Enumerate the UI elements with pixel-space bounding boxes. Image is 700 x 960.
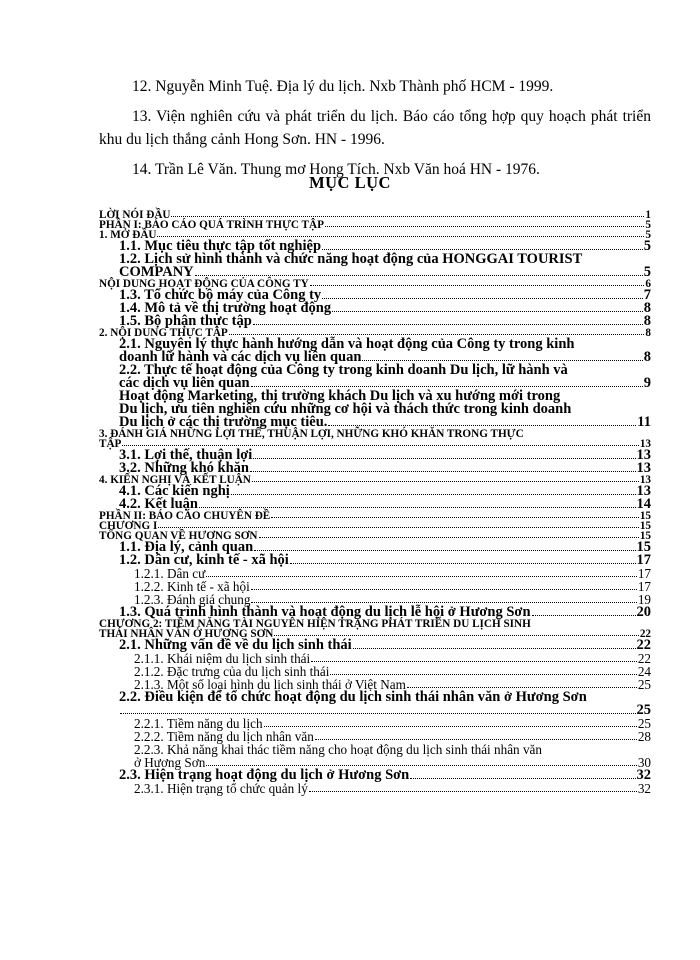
toc-page-number: 13 [636,447,651,463]
toc-entry-text: 2.2. Điều kiện để tổ chức hoạt động du lịch sinh thái nhân văn ở Hương Sơn [119,689,587,705]
toc-dot-leader [157,236,644,237]
toc-page-number: 15 [636,539,651,555]
toc-entry-text: các dịch vụ liên quan [119,375,250,391]
toc-dot-leader [322,249,643,250]
toc-entry-text: 1.2. Dân cư, kinh tế - xã hội [119,552,289,568]
toc-dot-leader [325,226,644,227]
toc-entry-text: 1.2.3. Đánh giá chung [134,592,251,607]
toc-dot-leader [251,602,636,603]
toc-dot-leader [309,791,637,792]
toc-entry-text: THÁI NHÂN VĂN Ở HƯƠNG SƠN [99,628,274,640]
toc-page-number: 11 [637,414,651,430]
toc-dot-leader [254,550,635,551]
toc-entry-text: LỜI NÓI ĐẦU [99,209,171,221]
toc-page-number: 22 [637,651,651,666]
toc-page-number: 22 [639,628,651,640]
toc-dot-leader [199,507,636,508]
toc-dot-leader [353,648,636,649]
toc-dot-leader [195,275,643,276]
toc-page-number: 8 [643,349,651,365]
toc-dot-leader [274,635,638,636]
toc-entry-text: CHƯƠNG I [99,520,158,532]
toc-entry[interactable] [99,511,651,521]
toc-dot-leader [330,674,636,675]
toc-page-number: 13 [639,474,651,486]
toc-entry[interactable] [99,338,651,364]
toc-page-number: 8 [643,313,651,329]
toc-entry-text: Du lịch, ưu tiên nghiên cứu những cơ hội và thách thức trong kinh doanh [119,401,572,417]
toc-page-number: 5 [645,219,651,231]
toc-dot-leader [253,324,643,325]
toc-entry-text: Hoạt động Marketing, thị trường khách Du lịch và xu hướng mới trong [119,388,561,404]
toc-entry-text: 1.4. Mô tả về thị trường hoạt động [119,300,332,316]
toc-page-number: 15 [639,530,651,542]
toc-dot-leader [259,537,639,538]
toc-page-number: 15 [639,520,651,532]
toc-entry-text: 2.1. Những vấn đề về du lịch sinh thái [119,637,352,653]
toc-title: MỤC LỤC [309,173,391,192]
toc-page-number: 25 [637,677,651,692]
toc-page-number: 25 [637,716,651,731]
toc-dot-leader [407,687,637,688]
toc-dot-leader [251,386,643,387]
toc-page-number: 5 [645,229,651,241]
toc-dot-leader [206,765,637,766]
toc-entry-text: PHẦN I: BÁO CÁO QUÁ TRÌNH THỰC TẬP [99,219,324,231]
toc-entry[interactable] [99,220,651,230]
toc-page-number: 13 [636,483,651,499]
toc-dot-leader [171,216,644,217]
toc-page-number: 5 [643,264,651,280]
toc-dot-leader [332,311,643,312]
toc-page-number: 17 [636,552,651,568]
toc-entry[interactable] [99,691,651,717]
toc-entry-text: 2.1.1. Khái niệm du lịch sinh thái [134,651,311,666]
reference-item: 12. Nguyễn Minh Tuệ. Địa lý du lịch. Nxb Thành phố HCM - 1999. [132,78,554,95]
toc-page-number: 19 [637,592,651,607]
toc-entry-text: 1.2.1. Dân cư [134,566,206,581]
reference-item: 13. Viện nghiên cứu và phát triển du lịch. Báo cáo tổng hợp quy hoạch phát triển khu du lịch thắng cảnh Hong Sơn. HN - 1996. [99,108,651,148]
toc-dot-leader [250,471,636,472]
toc-dot-leader [122,445,638,446]
toc-entry-text: 2.2.2. Tiềm năng du lịch nhân văn [134,729,314,744]
toc-page-number: 9 [643,375,651,391]
toc-page-number: 30 [637,755,651,770]
toc-dot-leader [290,563,636,564]
toc-dot-leader [410,778,635,779]
toc-page-number: 25 [636,702,651,718]
toc-entry[interactable] [99,364,651,390]
table-of-contents [99,210,651,795]
toc-dot-leader [362,360,642,361]
toc-dot-leader [322,298,643,299]
toc-entry[interactable] [99,782,651,795]
toc-dot-leader [252,481,639,482]
toc-dot-leader [532,615,636,616]
toc-entry-text: 3.1. Lợi thế, thuận lợi [119,447,253,463]
toc-entry-text: 2.1.2. Đặc trưng của du lịch sinh thái [134,664,330,679]
toc-dot-leader [311,661,637,662]
toc-entry[interactable] [99,619,651,639]
toc-entry-text: ở Hương Sơn [134,755,206,770]
toc-page-number: 28 [637,729,651,744]
toc-dot-leader [206,576,637,577]
reference-item: 14. Trần Lê Văn. Thung mơ Hong Tích. Nxb Văn hoá HN - 1976. [132,161,540,178]
toc-page-number: 22 [636,637,651,653]
toc-page-number: 13 [636,460,651,476]
toc-dot-leader [328,425,636,426]
toc-entry-text: 2. NỘI DUNG THỰC TẬP [99,327,228,339]
toc-page-number: 24 [637,664,651,679]
toc-dot-leader [315,739,637,740]
toc-entry-text: 1. MỞ ĐẦU [99,229,157,241]
toc-entry-text: 1.3. Tổ chức bộ máy của Công ty [119,287,322,303]
toc-entry-text: Du lịch ở các thị trường mục tiêu. [119,414,328,430]
toc-dot-leader [264,726,637,727]
toc-page-number: 8 [645,327,651,339]
toc-entry-text: 1.1. Mục tiêu thực tập tốt nghiệp [119,238,322,254]
toc-entry-text: 2.2.3. Khả năng khai thác tiềm năng cho hoạt động du lịch sinh thái nhân văn [134,742,542,757]
toc-entry-text: PHẦN II: BÁO CÁO CHUYÊN ĐỀ [99,510,271,522]
toc-dot-leader [158,527,638,528]
toc-dot-leader [229,334,645,335]
toc-entry-text: 4.1. Các kiến nghị [119,483,230,499]
toc-dot-leader [310,285,645,286]
toc-page-number: 32 [637,781,651,796]
toc-entry-text: 3.2. Những khó khăn [119,460,249,476]
toc-entry-text: 1.2.2. Kinh tế - xã hội [134,579,250,594]
toc-entry[interactable] [99,429,651,449]
toc-entry-text: 1.2. Lịch sử hình thành và chức năng hoạt động của HONGGAI TOURIST [119,251,583,267]
references-list [99,75,651,188]
toc-entry-text: 4. KIẾN NGHỊ VÀ KẾT LUẬN [99,474,251,486]
toc-entry-text: COMPANY [119,264,194,280]
toc-dot-leader [120,713,636,714]
toc-page-number: 15 [639,510,651,522]
toc-entry-text: TẬP [99,438,122,450]
toc-page-number: 6 [645,278,651,290]
toc-page-number: 8 [643,300,651,316]
toc-entry-text: 2.3.1. Hiện trạng tổ chức quản lý [134,781,308,796]
toc-entry-text: 1.1. Địa lý, cảnh quan [119,539,254,555]
toc-page-number: 5 [643,238,651,254]
toc-page-number: 7 [643,287,651,303]
toc-entry-text: TỔNG QUAN VỀ HƯƠNG SƠN [99,530,258,542]
toc-page-number: 14 [636,496,651,512]
toc-dot-leader [253,458,635,459]
toc-dot-leader [231,494,636,495]
toc-page-number: 20 [636,604,651,620]
toc-entry-text: 2.2.1. Tiềm năng du lịch [134,716,263,731]
toc-entry-text: doanh lữ hành và các dịch vụ liên quan [119,349,362,365]
toc-entry-text: 1.3. Quá trình hình thành và hoạt động du lịch lễ hội ở Hương Sơn [119,604,531,620]
toc-entry-text: NỘI DUNG HOẠT ĐỘNG CỦA CÔNG TY [99,278,309,290]
toc-entry[interactable] [99,743,651,769]
toc-entry[interactable] [99,390,651,429]
toc-entry-text: CHƯƠNG 2: TIỀM NĂNG TÀI NGUYÊN HIỆN TRẠNG PHÁT TRIỂN DU LỊCH SINH [99,618,531,630]
toc-page-number: 1 [645,209,651,221]
toc-entry[interactable] [99,253,651,279]
toc-page-number: 17 [637,579,651,594]
toc-dot-leader [271,517,639,518]
toc-page-number: 32 [636,767,651,783]
toc-entry-text: 2.3. Hiện trạng hoạt động du lịch ở Hương Sơn [119,767,410,783]
toc-entry-text: 1.5. Bộ phận thực tập [119,313,252,329]
toc-entry-text: 2.1.3. Một số loại hình du lịch sinh thái ở Việt Nam [134,677,406,692]
toc-dot-leader [251,589,637,590]
toc-entry-text: 2.1. Nguyên lý thực hành hướng dẫn và hoạt động của Công ty trong kinh [119,336,575,352]
toc-entry-text: 3. ĐÁNH GIÁ NHỮNG LỢI THẾ, THUẬN LỢI, NHỮNG KHÓ KHĂN TRONG THỰC [99,428,524,440]
toc-entry-text: 4.2. Kết luận [119,496,198,512]
toc-page-number: 17 [637,566,651,581]
toc-page-number: 13 [639,438,651,450]
toc-entry-text: 2.2. Thực tế hoạt động của Công ty trong kinh doanh Du lịch, lữ hành và [119,362,568,378]
